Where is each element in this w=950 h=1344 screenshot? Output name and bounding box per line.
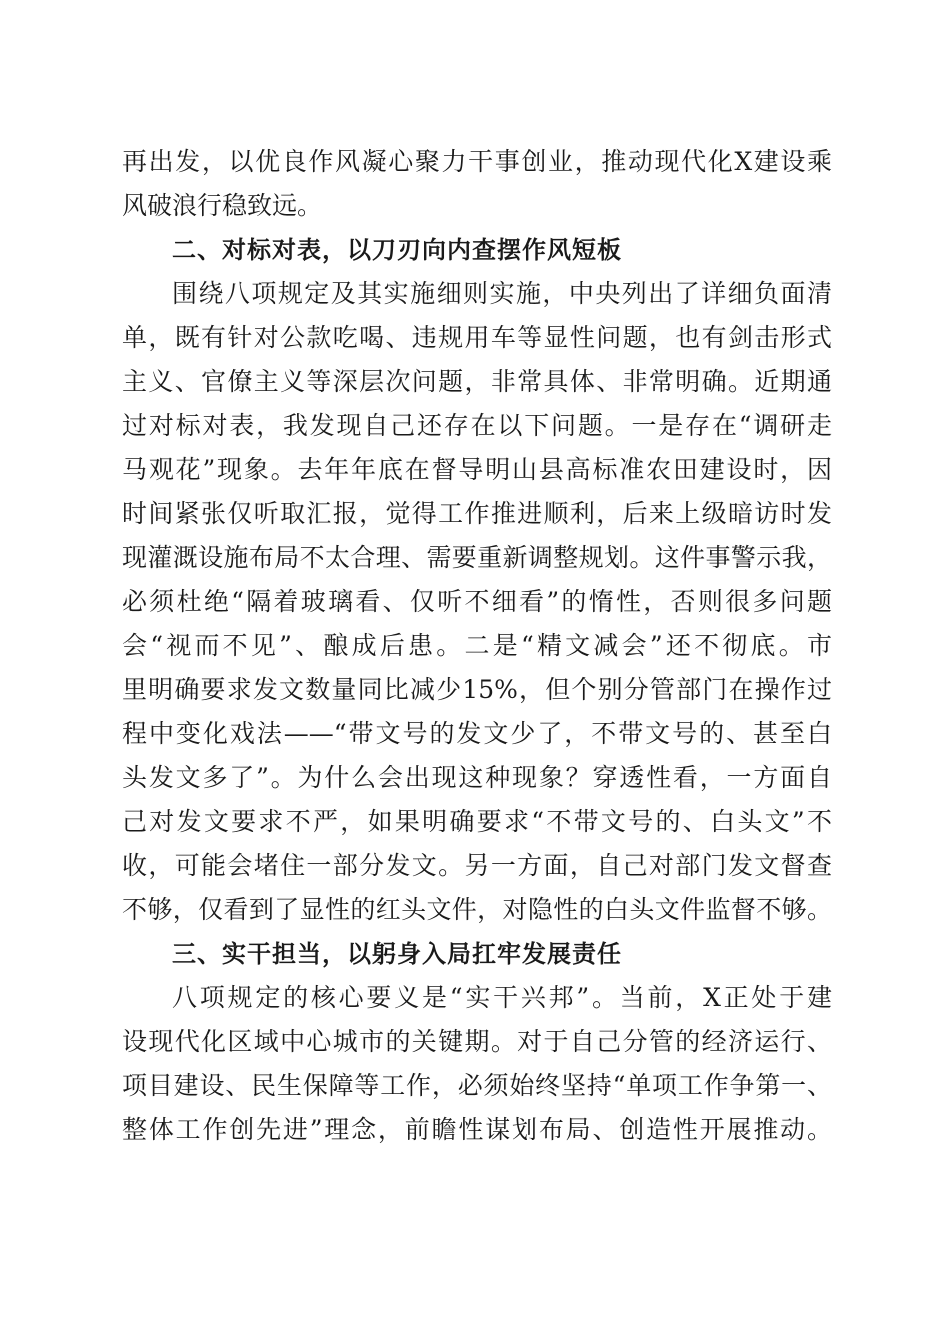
section-heading-2: 二、对标对表，以刀刃向内查摆作风短板 (172, 236, 622, 264)
paragraph-line: 里明确要求发文数量同比减少15%，但个别分管部门在操作过 (122, 675, 832, 704)
paragraph-line: 风破浪行稳致远。 (122, 191, 323, 220)
paragraph-line: 围绕八项规定及其实施细则实施，中央列出了详细负面清 (172, 279, 832, 308)
paragraph-line: 收，可能会堵住一部分发文。另一方面，自己对部门发文督查 (122, 851, 832, 880)
paragraph-line: 过对标对表，我发现自己还存在以下问题。一是存在“调研走 (122, 411, 832, 440)
paragraph-line: 必须杜绝“隔着玻璃看、仅听不细看”的惰性，否则很多问题 (122, 587, 832, 616)
paragraph-line: 设现代化区域中心城市的关键期。对于自己分管的经济运行、 (122, 1027, 832, 1056)
paragraph-line: 头发文多了”。为什么会出现这种现象？穿透性看，一方面自 (122, 763, 832, 792)
section-heading-3: 三、实干担当，以躬身入局扛牢发展责任 (172, 940, 622, 968)
paragraph-line: 马观花”现象。去年年底在督导明山县高标准农田建设时，因 (122, 455, 832, 484)
paragraph-line: 时间紧张仅听取汇报，觉得工作推进顺利，后来上级暗访时发 (122, 499, 832, 528)
paragraph-line: 不够，仅看到了显性的红头文件，对隐性的白头文件监督不够。 (122, 895, 832, 924)
paragraph-line: 主义、官僚主义等深层次问题，非常具体、非常明确。近期通 (122, 367, 832, 396)
paragraph-line: 再出发，以优良作风凝心聚力干事创业，推动现代化X建设乘 (122, 147, 832, 176)
paragraph-line: 八项规定的核心要义是“实干兴邦”。当前，X正处于建 (172, 983, 832, 1012)
paragraph-line: 项目建设、民生保障等工作，必须始终坚持“单项工作争第一、 (122, 1071, 832, 1100)
paragraph-line: 现灌溉设施布局不太合理、需要重新调整规划。这件事警示我， (122, 543, 832, 572)
paragraph-line: 己对发文要求不严，如果明确要求“不带文号的、白头文”不 (122, 807, 832, 836)
paragraph-line: 单，既有针对公款吃喝、违规用车等显性问题，也有剑击形式 (122, 323, 832, 352)
paragraph-line: 程中变化戏法——“带文号的发文少了，不带文号的、甚至白 (122, 719, 832, 748)
paragraph-line: 整体工作创先进”理念，前瞻性谋划布局、创造性开展推动。 (122, 1115, 832, 1144)
paragraph-line: 会“视而不见”、酿成后患。二是“精文减会”还不彻底。市 (122, 631, 832, 660)
